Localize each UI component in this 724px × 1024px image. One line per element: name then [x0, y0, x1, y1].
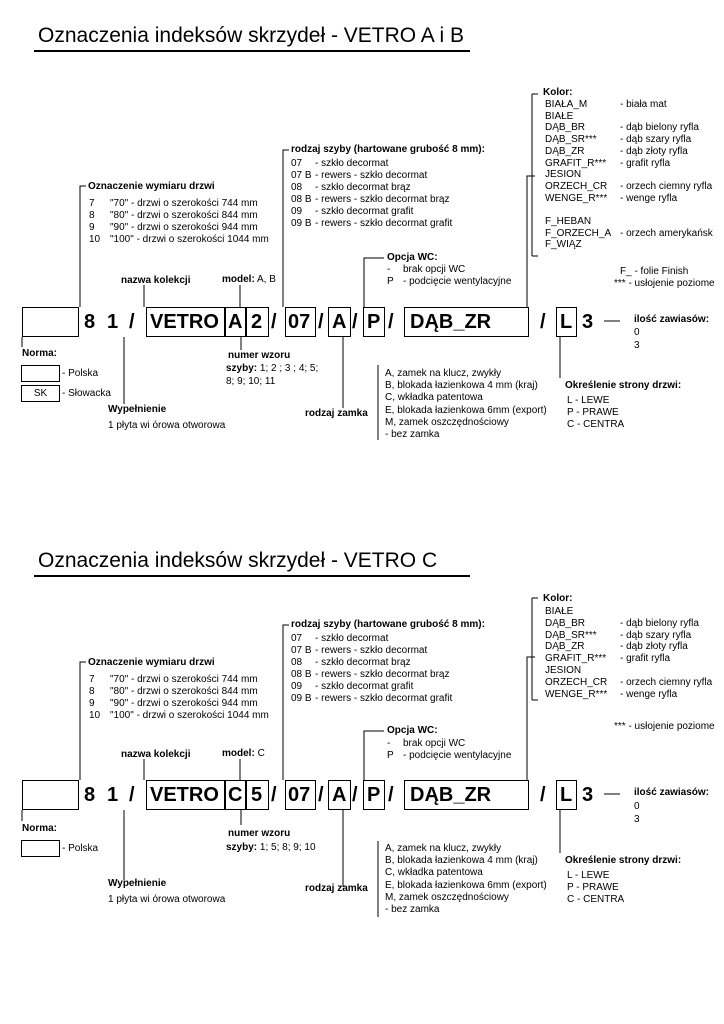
wc-header: Opcja WC: — [387, 252, 438, 263]
model-value: C — [257, 748, 265, 759]
szyba-code: 09 — [291, 206, 303, 217]
szyba-desc: - szkło decormat — [315, 633, 389, 644]
code-szyba: 07 — [288, 784, 311, 806]
norma-header: Norma: — [22, 348, 58, 359]
wymiar-desc: "70" - drzwi o szerokości 744 mm — [110, 674, 258, 685]
wymiar-code: 8 — [89, 686, 95, 697]
wypelnienie-header: Wypełnienie — [108, 404, 167, 415]
kolor-code: ORZECH_CR — [545, 180, 608, 192]
kolor-desc: - dąb złoty ryfla — [620, 145, 688, 157]
zamek-label: rodzaj zamka — [305, 408, 368, 419]
szyba-code: 09 B — [291, 693, 312, 704]
zamek-item: A, zamek na klucz, zwykły — [385, 843, 502, 854]
kolor-code: JESION — [545, 169, 582, 181]
szyba-code: 07 B — [291, 170, 312, 181]
wymiar-desc: "90" - drzwi o szerokości 944 mm — [110, 222, 258, 233]
kolor-code: F_HEBAN — [545, 216, 592, 227]
code-szyba: 07 — [288, 311, 311, 333]
section-title: Oznaczenia indeksów skrzydeł - VETRO A i B — [38, 24, 464, 47]
wzor-values-1: 1; 2 ; 3 ; 4; 5; — [259, 363, 319, 374]
szyba-code: 08 — [291, 657, 303, 668]
section-vetro-a-b — [0, 0, 724, 490]
kolor-code: BIAŁE — [545, 110, 574, 122]
kolor-desc: - biała mat — [620, 99, 667, 110]
wymiar-code: 7 — [89, 674, 95, 685]
wc-code: - — [387, 264, 391, 275]
szyba-code: 08 B — [291, 194, 312, 205]
zawiasy-val-1: 3 — [634, 814, 640, 825]
code-kolekcja: VETRO — [150, 311, 219, 333]
wc-header: Opcja WC: — [387, 725, 438, 736]
nazwa-kolekcji-label: nazwa kolekcji — [121, 275, 191, 286]
szyba-desc: - rewers - szkło decormat — [315, 645, 428, 656]
code-zamek: A — [332, 311, 347, 333]
code-slash-4: / — [352, 311, 358, 333]
wymiar-header: Oznaczenie wymiaru drzwi — [88, 181, 215, 192]
szyba-desc: - rewers - szkło decormat grafit — [315, 218, 453, 229]
wzor-row1 — [226, 363, 318, 375]
code-slash-1: / — [129, 311, 135, 333]
wzor-label: szyby: — [226, 842, 258, 853]
kolor-code: DĄB_ZR — [545, 145, 585, 157]
zamek-item: - bez zamka — [385, 904, 440, 915]
code-wymiar-2: 1 — [107, 311, 119, 333]
wzor-values-2: 8; 9; 10; 11 — [226, 376, 276, 387]
zawiasy-val-1: 3 — [634, 340, 640, 351]
norma-box — [22, 780, 79, 810]
zawiasy-header: ilość zawiasów: — [634, 314, 710, 325]
wc-desc: - podcięcie wentylacyjne — [403, 276, 512, 287]
szyba-code: 09 — [291, 681, 303, 692]
strona-item: P - PRAWE — [567, 407, 619, 418]
model-value: A, B — [257, 274, 276, 285]
code-model: A — [228, 311, 243, 333]
wymiar-code: 7 — [89, 198, 95, 209]
zawiasy-val-0: 0 — [634, 327, 640, 338]
code-slash-2: / — [271, 311, 277, 333]
code-strona: L — [560, 784, 573, 806]
szyba-code: 08 B — [291, 669, 312, 680]
wymiar-code: 10 — [89, 234, 101, 245]
code-wzor: 5 — [251, 784, 263, 806]
uslojenie-note: *** - usłojenie poziome — [614, 278, 715, 289]
code-wymiar-1: 8 — [84, 784, 96, 806]
wzor-label: szyby: — [226, 363, 258, 374]
kolor-desc: - dąb szary ryfla — [620, 629, 692, 641]
code-wymiar-2: 1 — [107, 784, 119, 806]
kolor-desc: - orzech ciemny ryfla — [620, 180, 713, 192]
szyba-desc: - szkło decormat grafit — [315, 206, 414, 217]
szyba-code: 09 B — [291, 218, 312, 229]
model-label: model: — [222, 274, 255, 285]
model-row — [222, 274, 276, 286]
wc-code: - — [387, 738, 391, 749]
wymiar-code: 9 — [89, 222, 95, 233]
wymiar-desc: "80" - drzwi o szerokości 844 mm — [110, 686, 258, 697]
zamek-item: E, blokada łazienkowa 6mm (export) — [385, 404, 547, 416]
wypelnienie-header: Wypełnienie — [108, 878, 167, 889]
szyba-desc: - rewers - szkło decormat grafit — [315, 693, 453, 704]
kolor-desc: - orzech ciemny ryfla — [620, 676, 713, 688]
kolor-desc: - grafit ryfla — [620, 653, 671, 665]
section-title: Oznaczenia indeksów skrzydeł - VETRO C — [38, 549, 438, 572]
wymiar-desc: "70" - drzwi o szerokości 744 mm — [110, 198, 258, 209]
zamek-label: rodzaj zamka — [305, 883, 368, 894]
zawiasy-val-0: 0 — [634, 801, 640, 812]
strona-item: L - LEWE — [567, 870, 610, 881]
wzor-header: numer wzoru — [228, 828, 291, 839]
code-zamek: A — [332, 784, 347, 806]
szyba-desc: - szkło decormat brąz — [315, 657, 411, 668]
code-zawiasy: 3 — [582, 311, 594, 333]
connector-lines — [0, 525, 724, 1024]
code-model: C — [228, 784, 243, 806]
wzor-header: numer wzoru — [228, 350, 291, 361]
zamek-item: C, wkładka patentowa — [385, 392, 483, 404]
norma-label-polska: - Polska — [62, 843, 99, 854]
kolor-code: DĄB_SR*** — [545, 629, 597, 641]
kolor-code: DĄB_ZR — [545, 641, 585, 653]
zawiasy-header: ilość zawiasów: — [634, 787, 710, 798]
norma-label-polska: - Polska — [62, 368, 99, 379]
nazwa-kolekcji-label: nazwa kolekcji — [121, 749, 191, 760]
norma-label-slowacka: - Słowacka — [62, 388, 111, 399]
zamek-item: C, wkładka patentowa — [385, 867, 483, 879]
code-kolor: DĄB_ZR — [410, 784, 492, 806]
kolor-code: F_WIĄZ — [545, 239, 582, 251]
kolor-code: DĄB_SR*** — [545, 134, 597, 146]
finish-note: F_ - folie Finish — [620, 266, 689, 277]
kolor-desc: - wenge ryfla — [620, 192, 678, 204]
szyba-code: 07 — [291, 633, 303, 644]
wymiar-desc: "100" - drzwi o szerokości 1044 mm — [110, 710, 269, 721]
section-vetro-c — [0, 525, 724, 1024]
kolor-code: DĄB_BR — [545, 617, 586, 629]
norma-box-slowacka: SK — [21, 385, 60, 402]
uslojenie-note: *** - usłojenie poziome — [614, 721, 715, 732]
szyba-desc: - szkło decormat — [315, 158, 389, 169]
kolor-code: WENGE_R*** — [545, 192, 608, 204]
kolor-header: Kolor: — [543, 593, 573, 604]
wymiar-desc: "80" - drzwi o szerokości 844 mm — [110, 210, 258, 221]
szyba-desc: - rewers - szkło decormat — [315, 170, 428, 181]
norma-box-polska — [21, 365, 60, 382]
kolor-header: Kolor: — [543, 87, 573, 98]
kolor-desc: - wenge ryfla — [620, 688, 678, 700]
strona-header: Określenie strony drzwi: — [565, 380, 682, 391]
szyba-header: rodzaj szyby (hartowane grubość 8 mm): — [291, 144, 485, 155]
wymiar-desc: "90" - drzwi o szerokości 944 mm — [110, 698, 258, 709]
code-slash-1: / — [129, 784, 135, 806]
szyba-desc: - szkło decormat grafit — [315, 681, 414, 692]
code-zawiasy: 3 — [582, 784, 594, 806]
wymiar-code: 9 — [89, 698, 95, 709]
code-wymiar-1: 8 — [84, 311, 96, 333]
wc-code: P — [387, 276, 394, 287]
code-slash-3: / — [318, 784, 324, 806]
strona-item: C - CENTRA — [567, 419, 625, 430]
code-kolekcja: VETRO — [150, 784, 219, 806]
szyba-code: 08 — [291, 182, 303, 193]
code-slash-6: / — [540, 311, 546, 333]
kolor-desc: - orzech amerykańsk — [620, 227, 713, 239]
kolor-desc: - dąb szary ryfla — [620, 134, 692, 146]
norma-box — [22, 307, 79, 337]
szyba-desc: - szkło decormat brąz — [315, 182, 411, 193]
zamek-item: M, zamek oszczędnościowy — [385, 416, 509, 428]
wc-desc: - podcięcie wentylacyjne — [403, 750, 512, 761]
wymiar-code: 8 — [89, 210, 95, 221]
wypelnienie-item: 1 płyta wi órowa otworowa — [108, 894, 226, 905]
code-slash-2: / — [271, 784, 277, 806]
norma-header: Norma: — [22, 823, 58, 834]
wzor-row1 — [226, 842, 316, 854]
kolor-code: GRAFIT_R*** — [545, 653, 607, 665]
code-slash-6: / — [540, 784, 546, 806]
zamek-item: A, zamek na klucz, zwykły — [385, 368, 502, 379]
kolor-desc: - dąb bielony ryfla — [620, 122, 699, 134]
wc-desc: brak opcji WC — [403, 264, 466, 275]
kolor-desc: - dąb złoty ryfla — [620, 641, 688, 653]
model-label: model: — [222, 748, 255, 759]
zamek-item: E, blokada łazienkowa 6mm (export) — [385, 879, 547, 891]
code-strona: L — [560, 311, 573, 333]
zamek-item: B, blokada łazienkowa 4 mm (kraj) — [385, 380, 538, 392]
code-wc: P — [367, 311, 381, 333]
kolor-code: ORZECH_CR — [545, 676, 608, 688]
kolor-code: BIAŁE — [545, 606, 574, 617]
strona-item: P - PRAWE — [567, 882, 619, 893]
szyba-code: 07 B — [291, 645, 312, 656]
szyba-header: rodzaj szyby (hartowane grubość 8 mm): — [291, 619, 485, 630]
strona-item: L - LEWE — [567, 395, 610, 406]
code-slash-5: / — [388, 311, 394, 333]
code-wc: P — [367, 784, 381, 806]
kolor-code: GRAFIT_R*** — [545, 157, 607, 169]
kolor-code: BIAŁA_M — [545, 99, 588, 110]
code-slash-4: / — [352, 784, 358, 806]
kolor-code: JESION — [545, 665, 582, 676]
wc-code: P — [387, 750, 394, 761]
szyba-desc: - rewers - szkło decormat brąz — [315, 194, 450, 205]
szyba-desc: - rewers - szkło decormat brąz — [315, 669, 450, 680]
zamek-item: M, zamek oszczędnościowy — [385, 891, 509, 903]
kolor-code: DĄB_BR — [545, 122, 586, 134]
wymiar-header: Oznaczenie wymiaru drzwi — [88, 657, 215, 668]
norma-box-polska — [21, 840, 60, 857]
kolor-code: WENGE_R*** — [545, 688, 608, 700]
zamek-item: - bez zamka — [385, 429, 440, 440]
code-slash-5: / — [388, 784, 394, 806]
wc-desc: brak opcji WC — [403, 738, 466, 749]
code-slash-3: / — [318, 311, 324, 333]
zamek-item: B, blokada łazienkowa 4 mm (kraj) — [385, 855, 538, 867]
code-wzor: 2 — [251, 311, 263, 333]
wymiar-code: 10 — [89, 710, 101, 721]
code-kolor: DĄB_ZR — [410, 311, 492, 333]
model-row — [222, 748, 265, 760]
kolor-desc: - grafit ryfla — [620, 157, 671, 169]
kolor-desc: - dąb bielony ryfla — [620, 617, 699, 629]
strona-header: Określenie strony drzwi: — [565, 855, 682, 866]
wzor-values-1: 1; 5; 8; 9; 10 — [259, 842, 316, 853]
wymiar-desc: "100" - drzwi o szerokości 1044 mm — [110, 234, 269, 245]
strona-item: C - CENTRA — [567, 894, 625, 905]
szyba-code: 07 — [291, 158, 303, 169]
wypelnienie-item: 1 płyta wi órowa otworowa — [108, 420, 226, 431]
kolor-code: F_ORZECH_A — [545, 227, 612, 239]
